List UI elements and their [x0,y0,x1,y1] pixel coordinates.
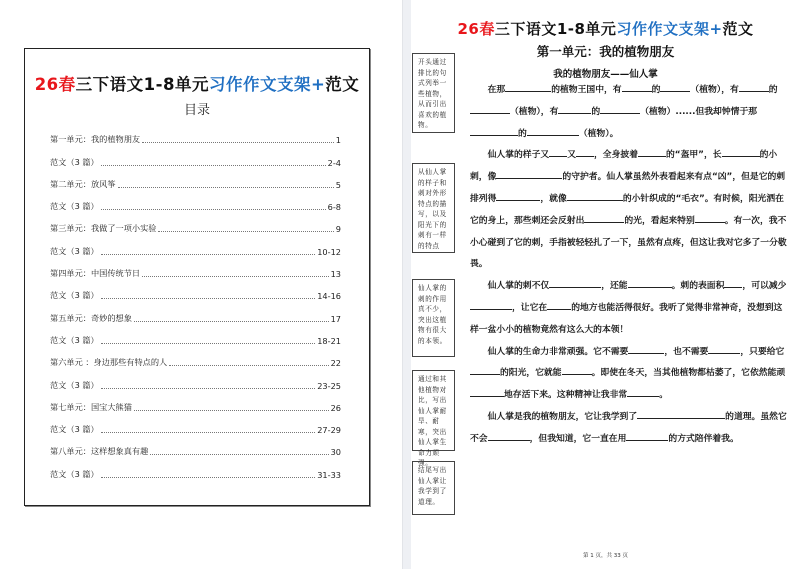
toc-leader-dots [101,209,326,210]
toc-entry-label: 第八单元：这样想象真有趣 [50,446,149,457]
toc-leader-dots [134,410,329,411]
text: ，只要给它 [740,346,785,357]
fill-blank[interactable] [562,366,592,375]
text: 的 [651,85,661,95]
fill-blank[interactable] [576,148,594,157]
fill-blank[interactable] [527,127,579,136]
fill-blank[interactable] [549,148,567,157]
fill-blank[interactable] [496,192,540,201]
toc-entry-page: 26 [330,402,341,413]
toc-leader-dots [169,365,328,366]
text: ，让它在 [512,302,548,313]
text: ，全身披着 [594,150,638,161]
fill-blank[interactable] [584,214,624,223]
title-suffix: 范文 [722,20,754,38]
text: 的阳光，它就能 [500,368,562,379]
side-note-opening: 开头通过排比的句式列举一些植物，从而引出喜欢的植物。 [412,53,455,133]
toc-entry[interactable] [50,324,341,346]
title-grade: 三下语文1-8单元 [75,75,209,94]
toc-entry-page: 18-21 [317,335,341,346]
toc-entry-page: 5 [335,179,341,190]
text: 地存活下来。这种精神让我非常 [504,390,628,401]
text: （植物）...... [640,106,696,117]
paragraph-thorns [470,276,788,341]
fill-blank[interactable] [496,170,562,179]
text: 仙人掌的生命力非常顽强。它不需要 [487,346,629,357]
toc-leader-dots [101,298,315,299]
toc-entry-label: 范文（3 篇） [50,424,99,435]
text: （植物）。 [578,128,619,139]
toc-entry-page: 1 [335,135,341,146]
toc-entry-page: 10-12 [317,246,341,257]
toc-leader-dots [118,187,334,188]
text: 的守护者。仙人掌虽然外表看起来有点“凶”，但是它的刺排列得 [470,172,786,204]
title-topic: 习作作文支架+ [208,75,326,94]
toc-entry-page: 14-16 [317,291,341,302]
toc-entry-label: 范文（3 篇） [50,290,99,301]
fill-blank[interactable] [722,148,760,157]
toc-entry-page: 22 [330,358,341,369]
toc-entry[interactable] [50,391,341,413]
fill-blank[interactable] [549,279,601,288]
toc-entry-page: 31-33 [317,469,341,480]
toc-leader-dots [142,142,334,143]
paragraph-ending [470,407,788,451]
toc-leader-dots [134,321,329,322]
text: 。 [659,390,668,401]
text: 的 [768,85,778,95]
unit-title: 第一单元：我的植物朋友 [536,44,675,59]
title-topic: 习作作文支架+ [616,20,723,38]
toc-entry-page: 13 [330,269,341,280]
text: ，还能 [601,281,628,292]
toc-entry-label: 第五单元：奇妙的想象 [50,312,132,323]
fill-blank[interactable] [547,301,571,310]
toc-entry-page: 9 [335,224,341,235]
toc-entry-label: 范文（3 篇） [50,468,99,479]
toc-entry[interactable] [50,145,341,167]
toc-list [50,123,341,480]
fill-blank[interactable] [626,432,668,441]
text: 的道理。虽然它不会 [470,411,787,444]
toc-leader-dots [101,388,315,389]
toc-entry-label: 第六单元 ：身边那些有特点的人 [50,357,168,368]
fill-blank[interactable] [470,366,500,375]
side-note-vitality: 通过和其他植物对比，写出仙人掌耐旱、耐寒，突出仙人掌生命力顽强。 [412,370,455,451]
paragraph-appearance [470,145,788,276]
text: （植物），有 [690,85,739,95]
toc-entry-label: 第二单元：放风筝 [50,178,116,189]
fill-blank[interactable] [470,127,518,136]
fill-blank[interactable] [488,432,530,441]
toc-entry-page: 2-4 [327,157,341,168]
text: 在那 [487,85,506,95]
toc-entry-label: 范文（3 篇） [50,156,99,167]
side-note-ending: 结尾写出仙人掌让我学到了道理。 [412,461,455,515]
toc-entry[interactable] [50,190,341,212]
toc-entry[interactable] [50,435,341,457]
fill-blank[interactable] [567,192,623,201]
text: 的地方也能活得很好。我听了觉得非常神奇，没想到这样一盆小小的植物竟然有这么大的本领！ [470,302,783,335]
page-footer: 第 1 页，共 33 页 [583,553,628,559]
text: 的 [591,106,601,117]
toc-entry-label: 范文（3 篇） [50,245,99,256]
toc-entry-page: 23-25 [317,380,341,391]
toc-entry[interactable] [50,212,341,234]
essay-body [470,80,788,451]
toc-entry-label: 范文（3 篇） [50,379,99,390]
text: 仙人掌的样子又 [487,150,550,161]
toc-entry-page: 17 [330,313,341,324]
toc-entry-label: 范文（3 篇） [50,201,99,212]
text: 的小刺，像 [470,150,778,183]
text: ，可以减少 [742,281,787,292]
toc-entry[interactable] [50,346,341,368]
fill-blank[interactable] [695,214,725,223]
text: 的方式陪伴着我。 [668,433,739,444]
text: 。有一次，我不小心碰到了它的刺，手指被轻轻扎了一下，虽然有点疼，但这让我对它多了一分敬畏。 [470,215,787,270]
text: 仙人掌是我的植物朋友，它让我学到了 [487,411,638,422]
text: 的植物王国中，有 [551,85,622,95]
fill-blank[interactable] [622,83,652,92]
essay-page [411,0,800,569]
toc-leader-dots [101,477,315,478]
toc-entry[interactable] [50,368,341,390]
essay-title: 我的植物朋友——仙人掌 [553,69,658,80]
fill-blank[interactable] [600,105,640,114]
fill-blank[interactable] [470,105,510,114]
fill-blank[interactable] [660,83,690,92]
text: 。刺的表面积 [671,281,725,292]
fill-blank[interactable] [628,345,664,354]
text: 的“盔甲”，长 [666,150,722,161]
toc-entry-page: 6-8 [327,202,341,213]
toc-heading: 目录 [183,103,210,118]
fill-blank[interactable] [638,148,666,157]
toc-entry[interactable] [50,168,341,190]
toc-entry-label: 第四单元：中国传统节日 [50,268,141,279]
text: 仙人掌的刺不仅 [487,281,550,292]
side-note-thorns: 仙人掌的刺的作用真不少，突出这植物有很大的本领。 [412,279,455,357]
text: 。即使在冬天，当其他植物都枯萎了，它依然能顽 [591,368,786,379]
text: （植物），有 [510,106,559,117]
paragraph-opening [470,80,788,145]
text: ，也不需要 [664,346,709,357]
fill-blank[interactable] [708,345,740,354]
toc-entry[interactable] [50,301,341,323]
toc-entry-page: 30 [330,447,341,458]
title-year: 26春 [457,20,495,38]
fill-blank[interactable] [558,105,591,114]
text: 又 [567,150,576,161]
fill-blank[interactable] [724,279,742,288]
fill-blank[interactable] [470,301,512,310]
toc-entry[interactable] [50,234,341,256]
toc-entry[interactable] [50,457,341,479]
toc-leader-dots [150,454,328,455]
fill-blank[interactable] [739,83,769,92]
fill-blank[interactable] [470,388,504,397]
text: 的 [518,128,527,139]
toc-entry[interactable] [50,257,341,279]
toc-leader-dots [101,254,315,255]
toc-leader-dots [101,165,326,166]
toc-entry-page: 27-29 [317,425,341,436]
toc-leader-dots [101,343,315,344]
title-year: 26春 [34,75,76,94]
text: 的光，看起来特别 [624,215,695,226]
toc-leader-dots [142,276,329,277]
text: ，就像 [540,193,567,204]
toc-entry[interactable] [50,279,341,301]
fill-blank[interactable] [627,388,659,397]
toc-leader-dots [158,231,333,232]
toc-frame [24,48,370,506]
paragraph-vitality [470,342,788,407]
document-title [411,18,800,39]
toc-leader-dots [101,432,315,433]
text: 的小针织成的“毛衣”。有时候，阳光洒在它的身上，那些刺还会反射出 [470,193,784,226]
fill-blank[interactable] [637,410,725,419]
text: 但我却钟情于那 [695,106,758,117]
toc-entry-label: 第三单元：我做了一项小实验 [50,223,157,234]
toc-entry[interactable] [50,413,341,435]
fill-blank[interactable] [628,279,672,288]
title-grade: 三下语文1-8单元 [494,20,617,38]
title-suffix: 范文 [325,75,360,94]
toc-entry-label: 第七单元：国宝大熊猫 [50,401,132,412]
text: ，但我知道，它一直在用 [529,433,627,444]
fill-blank[interactable] [505,83,551,92]
side-note-appearance: 从仙人掌的样子和刺对外形特点的描写，以及阳光下的刺有一样的特点 [412,163,455,253]
toc-entry[interactable] [50,123,341,145]
document-title [25,71,369,95]
toc-entry-label: 范文（3 篇） [50,334,99,345]
toc-entry-label: 第一单元：我的植物朋友 [50,134,141,145]
